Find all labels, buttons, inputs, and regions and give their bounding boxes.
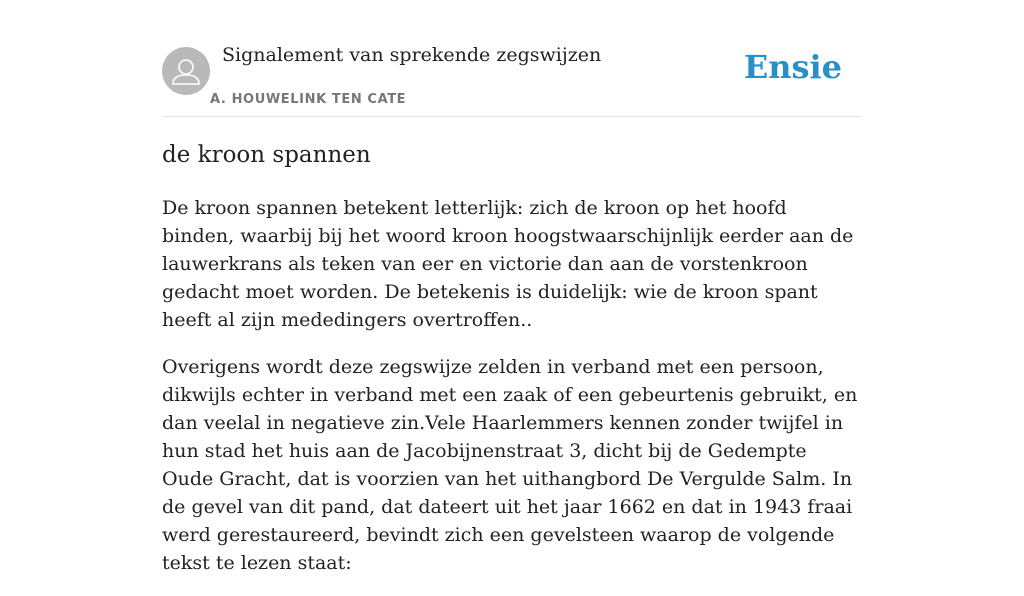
brand-logo[interactable]: Ensie <box>743 48 842 86</box>
avatar[interactable] <box>162 47 210 95</box>
headword: de kroon spannen <box>162 142 371 168</box>
article-paragraph: De kroon spannen betekent letterlijk: zich de kroon op het hoofd binden, waarbij bij het woord kroon hoogstwaarschijnlijk eerder aan de lauwerkrans als teken van eer en victorie dan aan de vorstenkroon gedacht moet worden. De betekenis is duidelijk: wie de kroon spant heeft al zijn mededingers overtroffen.. <box>162 197 854 331</box>
header <box>162 0 862 117</box>
author-name[interactable]: A. HOUWELINK TEN CATE <box>210 92 407 107</box>
source-title[interactable]: Signalement van sprekende zegswijzen <box>222 44 602 66</box>
article <box>162 138 862 596</box>
article-paragraph: Overigens wordt deze zegswijze zelden in verband met een persoon, dikwijls echter in verband met een zaak of een gebeurtenis gebruikt, en dan veelal in negatieve zin.Vele Haarlemmers kennen zonder twijfel in hun stad het huis aan de Jacobijnenstraat 3, dicht bij de Gedempte Oude Gracht, dat is voorzien van het uithangbord De Vergulde Salm. In de gevel van dit pand, dat dateert uit het jaar 1662 en dat in 1943 fraai werd gerestaureerd, bevindt zich een gevelsteen waarop de volgende tekst te lezen staat: <box>162 356 858 574</box>
user-icon <box>162 47 210 95</box>
